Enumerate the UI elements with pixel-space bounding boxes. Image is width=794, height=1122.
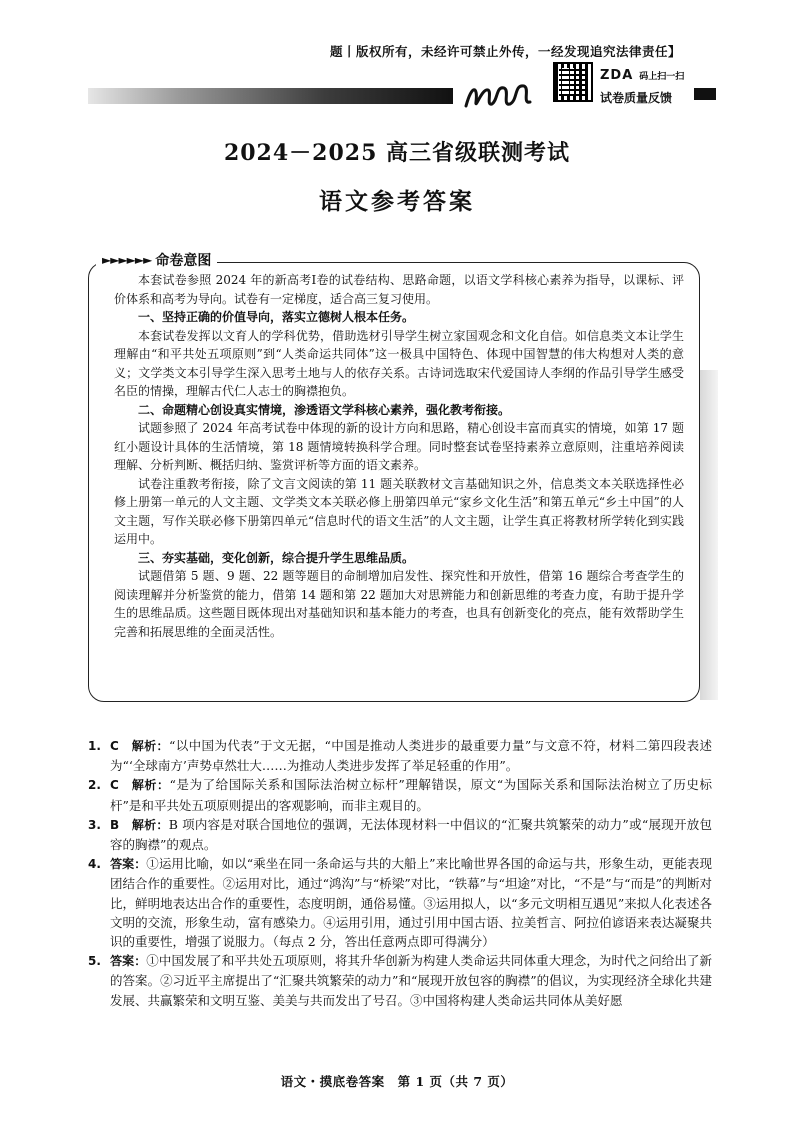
signature-logo — [462, 76, 534, 116]
box-shadow — [700, 370, 718, 700]
answer-number: 2. — [88, 778, 101, 793]
intent-paragraph: 本套试卷参照 2024 年的新高考Ⅰ卷的试卷结构、思路命题，以语文学科核心素养为指导，以课标、评价体系和高考为导向。试卷有一定梯度，适合高三复习使用。 — [114, 273, 684, 306]
answer-label: 解析： — [131, 778, 170, 793]
answer-label: 答案： — [110, 857, 147, 872]
intent-heading: 二、命题精心创设真实情境，渗透语文学科核心素养，强化教考衔接。 — [138, 402, 511, 417]
answer-text: ①中国发展了和平共处五项原则，将其升华创新为构建人类命运共同体重大理念，为时代之问给出了新的答案。②习近平主席提出了“汇聚共筑繁荣的动力”和“展现开放包容的胸襟”的倡议，为实现经济全球化共建发展、共赢繁荣和文明互鉴、美美与共而发出了号召。③中国将构建人类命运共同体从美好愿 — [110, 953, 712, 1008]
answer-text: “是为了给国际关系和国际法治树立标杆”理解错误，原文“为国际关系和国际法治树立了历史标杆”是和平共处五项原则提出的客观影响，而非主观目的。 — [110, 777, 712, 813]
answer-label: 解析： — [131, 817, 169, 832]
exam-title: 2024－2025 高三省级联测考试 — [223, 140, 571, 166]
page-footer: 语文・摸底卷答案 第 1 页（共 7 页） — [280, 1074, 514, 1089]
answer-item — [88, 815, 712, 854]
intent-paragraph: 试卷注重教考衔接，除了文言文阅读的第 11 题关联教材文言基础知识之外，信息类文本关联选择性必修上册第一单元的人文主题、文学类文本关联必修上册第四单元“家乡文化生活”和第五单元“乡土中国”的人文主题，写作关联必修下册第四单元“信息时代的语文生活”的人文主题，让学生真正将教材所学转化到实践运用中。 — [114, 476, 684, 546]
intent-box-content — [114, 271, 684, 641]
copyright-notice: 题丨版权所有，未经许可禁止外传，一经发现追究法律责任】 — [330, 44, 682, 59]
arrow-icons: ►►►►►► — [102, 253, 152, 267]
answer-label: 解析： — [131, 739, 169, 753]
answer-text: “以中国为代表”于文无据，“中国是推动人类进步的最重要力量”与文意不符，材料二第四段表述为“‘全球南方’声势卓然壮大……为推动人类进步发挥了举足轻重的作用”。 — [110, 738, 712, 774]
qr-code-icon[interactable] — [553, 62, 593, 102]
scan-text: 码上扫一扫 — [639, 72, 685, 82]
feedback-bar-decoration — [694, 88, 716, 100]
intent-paragraph: 试题借第 5 题、9 题、22 题等题目的命制增加启发性、探究性和开放性，借第 16 题综合考查学生的阅读理解并分析鉴赏的能力，借第 14 题和第 22 题加大对思辨能力和创新思维的考查力度，有助于提升学生的思维品质。这些题目既体现出对基础知识和基本能力的考查，也具有创新变化的亮点，能有效帮助学生完善和拓展思维的全面灵活性。 — [114, 569, 684, 639]
answer-item — [88, 951, 712, 1010]
intent-heading: 一、坚持正确的价值导向，落实立德树人根本任务。 — [138, 310, 415, 324]
intent-heading: 三、夯实基础，变化创新，综合提升学生思维品质。 — [138, 550, 415, 565]
answer-number: 5. — [88, 954, 101, 969]
page-subtitle: 语文参考答案 — [319, 188, 475, 215]
answer-choice: C — [110, 739, 119, 753]
answer-label: 答案： — [110, 954, 147, 969]
intent-box-title: 命卷意图 — [155, 253, 212, 269]
feedback-block — [600, 64, 700, 106]
answer-number: 4. — [88, 857, 101, 872]
feedback-label: 试卷质量反馈 — [600, 91, 673, 105]
intent-paragraph: 试题参照了 2024 年高考试卷中体现的新的设计方向和思路，精心创设丰富而真实的情境，如第 17 题红小题设计具体的生活情境，第 18 题情境转换科学合理。同时整套试卷坚持素养立意原则，注重培养阅读理解、分析判断、概括归纳、鉴赏评析等方面的语文素养。 — [114, 421, 684, 472]
answer-text: B 项内容是对联合国地位的强调，无法体现材料一中倡议的“汇聚共筑繁荣的动力”或“展现开放包容的胸襟”的观点。 — [110, 816, 712, 853]
answer-number: 1. — [88, 739, 101, 753]
answers-list — [88, 736, 712, 1010]
intent-paragraph: 本套试卷发挥以文育人的学科优势，借助选材引导学生树立家国观念和文化自信。如信息类文本让学生理解由“和平共处五项原则”到“人类命运共同体”这一极具中国特色、体现中国智慧的伟大构想对人类的意义；文学类文本引导学生深入思考土地与人的依存关系。古诗词选取宋代爱国诗人李纲的作品引导学生感受名臣的情操，理解古代仁人志士的胸襟抱负。 — [114, 328, 684, 398]
header-gradient-bar — [88, 88, 453, 104]
answer-choice: B — [110, 817, 120, 832]
answer-text: ①运用比喻，如以“乘坐在同一条命运与共的大船上”来比喻世界各国的命运与共，形象生动，更能表现团结合作的重要性。②运用对比，通过“鸿沟”与“桥梁”对比，“铁幕”与“坦途”对比，“不是”与“而是”的判断对比，鲜明地表达出合作的重要性，态度明朗，通俗易懂。③运用拟人，以“多元文明相互遇见”来拟人化表述各文明的交流，形象生动，富有感染力。④运用引用，通过引用中国古语、拉美哲言、阿拉伯谚语来表达凝聚共识的重要性，增强了说服力。（每点 2 分，答出任意两点即可得满分） — [110, 856, 712, 950]
answer-item — [88, 854, 712, 951]
answer-choice: C — [110, 778, 119, 793]
answer-item — [88, 736, 712, 775]
intent-box-header — [96, 250, 217, 270]
answer-item — [88, 775, 712, 814]
zda-logo: ZDA — [600, 68, 634, 83]
answer-number: 3. — [88, 817, 101, 832]
